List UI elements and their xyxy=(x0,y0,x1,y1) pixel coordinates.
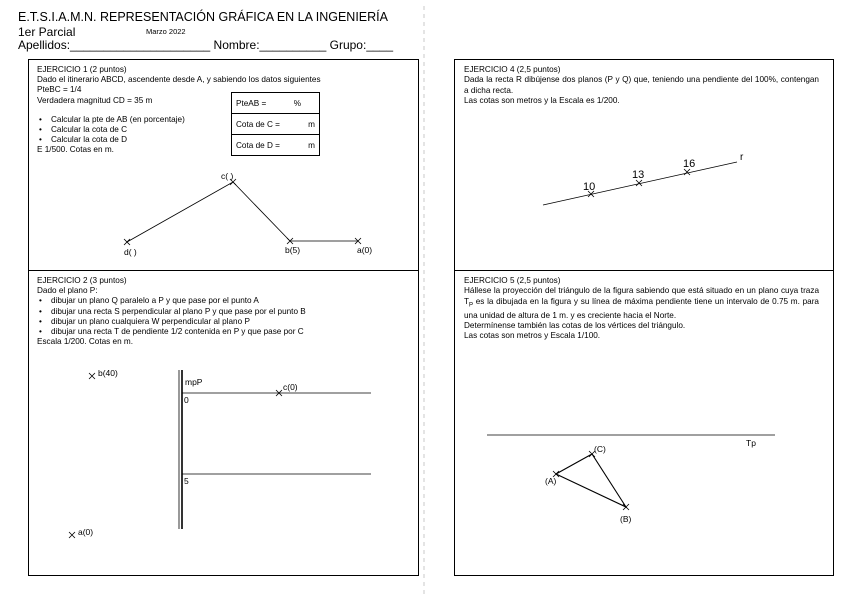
exercise-2-title: EJERCICIO 2 (3 puntos) xyxy=(37,276,127,285)
exercise-5-line: Las cotas son metros y Escala 1/100. xyxy=(464,331,601,341)
exam-date: Marzo 2022 xyxy=(146,27,186,36)
exercise-2-scale: Escala 1/200. Cotas en m. xyxy=(37,337,134,347)
contour-label-0: 0 xyxy=(184,395,189,405)
cross-mark-b xyxy=(89,373,95,379)
exercise-4-line: Las cotas son metros y la Escala es 1/200. xyxy=(464,96,620,106)
exam-name: 1er Parcial xyxy=(18,25,76,39)
exercise-5-title: EJERCICIO 5 (2,5 puntos) xyxy=(464,276,561,285)
itinerary-polyline xyxy=(127,182,358,242)
exercise-2-drawing xyxy=(69,370,371,538)
exercise-4-line: Dada la recta R dibújense dos planos (P y Q) que, teniendo una pendiente del 100%, contengan a dicha recta. xyxy=(464,75,819,95)
list-item: • dibujar una recta T de pendiente 1/2 contenida en P y que pase por C xyxy=(51,327,306,337)
point-b-label: b(40) xyxy=(98,368,118,378)
document-title: E.T.S.I.A.M.N. REPRESENTACIÓN GRÁFICA EN LA INGENIERÍA xyxy=(18,10,388,24)
table-label: Cota de C = xyxy=(236,119,280,129)
list-item: • dibujar un plano cualquiera W perpendicular al plano P xyxy=(51,317,306,327)
point-13-label: 13 xyxy=(632,169,645,181)
list-item: • Calcular la cota de C xyxy=(51,125,321,135)
scale-label: mpP xyxy=(185,377,203,387)
apellidos-label: Apellidos: xyxy=(18,38,71,52)
grupo-label: Grupo: xyxy=(326,38,367,52)
nombre-label: Nombre: xyxy=(210,38,260,52)
point-a-label: a(0) xyxy=(78,527,94,537)
list-item: • dibujar un plano Q paralelo a P y que pase por el punto A xyxy=(51,296,306,306)
exercise-5-line: Determínense también las cotas de los vértices del triángulo. xyxy=(464,321,686,331)
contour-label-5: 5 xyxy=(184,476,189,486)
exercise-1-line: PteBC = 1/4 xyxy=(37,85,82,95)
exercise-1-line: Verdadera magnitud CD = 35 m xyxy=(37,95,153,105)
list-item: • Calcular la cota de D xyxy=(51,135,321,145)
table-unit: % xyxy=(293,98,301,108)
point-d-label: d( ) xyxy=(124,247,137,257)
exercise-1-title: EJERCICIO 1 (2 puntos) xyxy=(37,65,127,74)
vertex-c-label: (C) xyxy=(594,444,606,454)
point-c-label: c( ) xyxy=(221,171,234,181)
vertex-b-label: (B) xyxy=(620,514,632,524)
exercise-1-drawing xyxy=(124,179,361,245)
exercise-5-text-b: es la dibujada en la figura y su línea de máxima pendiente tiene un intervalo de 0.75 m. para una unidad de altura de 1 m. y es creciente hacia el Norte. xyxy=(464,296,819,320)
table-label: Cota de D = xyxy=(236,140,280,150)
exercise-5-drawing xyxy=(487,435,775,510)
point-c-label: c(0) xyxy=(283,382,298,392)
exercise-2-intro: Dado el plano P: xyxy=(37,286,98,296)
table-label: PteAB = xyxy=(236,98,267,108)
vertex-a-label: (A) xyxy=(545,476,557,486)
table-unit: m xyxy=(308,140,315,150)
exercise-1-line: Dado el itinerario ABCD, ascendente desde A, y sabiendo los datos siguientes xyxy=(37,75,321,85)
point-b-label: b(5) xyxy=(285,245,301,255)
triangle-abc xyxy=(556,454,626,507)
point-10-label: 10 xyxy=(583,181,596,193)
point-16-label: 16 xyxy=(683,158,696,170)
exercise-4-title: EJERCICIO 4 (2,5 puntos) xyxy=(464,65,561,74)
cross-mark-b xyxy=(623,504,629,510)
trace-subscript: P xyxy=(469,302,474,309)
trace-tp-label: Tp xyxy=(746,438,756,448)
table-unit: m xyxy=(308,119,315,129)
cross-mark-d xyxy=(124,239,130,245)
exercise-1-scale: E 1/500. Cotas en m. xyxy=(37,145,114,155)
nombre-field[interactable]: __________ xyxy=(259,38,327,52)
list-item: • dibujar una recta S perpendicular al plano P y que pase por el punto B xyxy=(51,307,306,317)
line-r-label: r xyxy=(740,152,744,163)
apellidos-field[interactable]: _____________________ xyxy=(70,38,211,52)
point-a-label: a(0) xyxy=(357,245,373,255)
exercise-5-text-a: Hállese la proyección del triángulo de la figura sabiendo que está situado en un plano cuya traza T xyxy=(464,286,819,306)
list-item: • Calcular la pte de AB (en porcentaje) xyxy=(51,115,321,125)
grupo-field[interactable]: ____ xyxy=(366,38,394,52)
cross-mark-a xyxy=(69,532,75,538)
